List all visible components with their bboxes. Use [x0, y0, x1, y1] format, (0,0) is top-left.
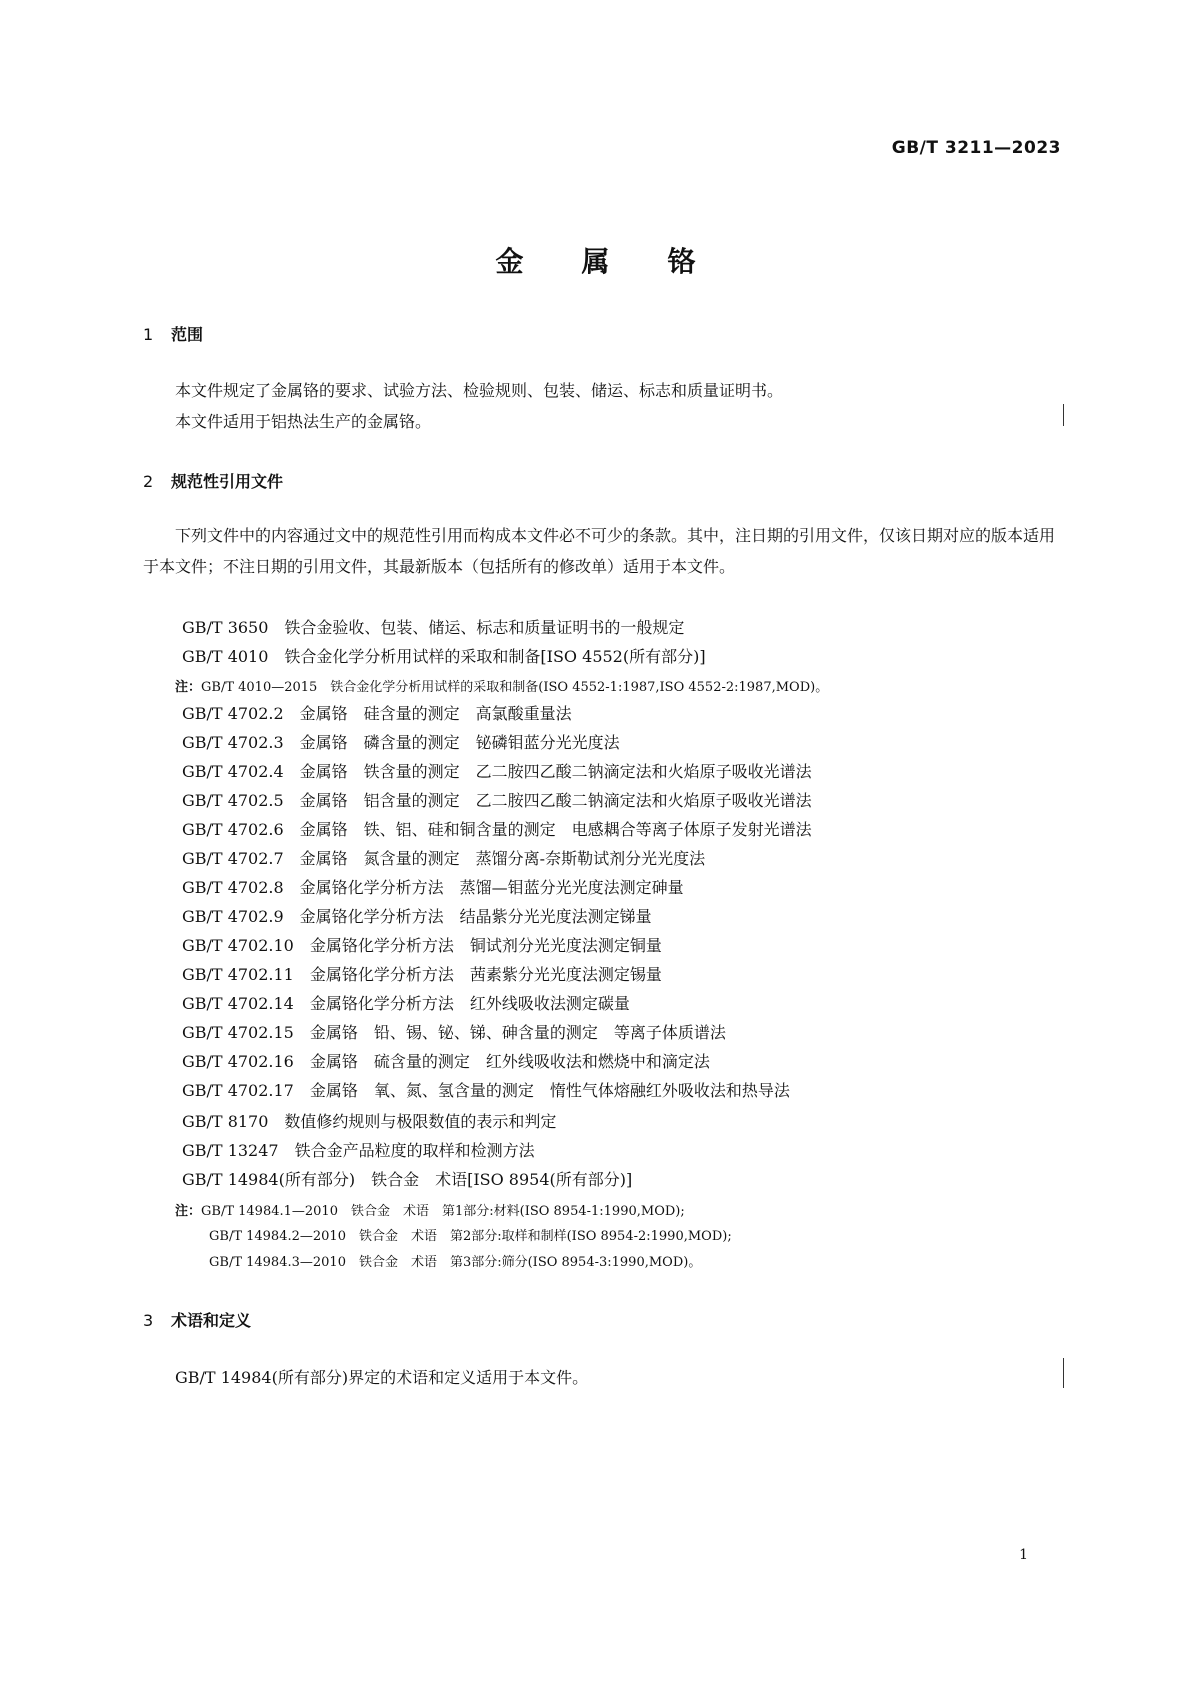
change-bar: [1063, 1358, 1064, 1388]
reference-code: GB/T 4702.8: [182, 878, 284, 897]
reference-code: GB/T 4702.2: [182, 704, 284, 723]
reference-item: [182, 701, 572, 724]
section-3-heading: [143, 1308, 251, 1331]
document-title: [0, 240, 1191, 280]
reference-code: GB/T 4702.9: [182, 907, 284, 926]
reference-code: GB/T 3650: [182, 618, 269, 637]
reference-item: [182, 759, 812, 782]
reference-title: 数值修约规则与极限数值的表示和判定: [284, 1112, 557, 1131]
section-1-paragraph: 本文件规定了金属铬的要求、试验方法、检验规则、包装、储运、标志和质量证明书。: [175, 381, 784, 400]
reference-code: GB/T 8170: [182, 1112, 269, 1131]
reference-item: [182, 962, 662, 985]
reference-code: GB/T 4702.7: [182, 849, 284, 868]
note-gbt14984: [175, 1200, 685, 1219]
reference-title: 铁合金 术语[ISO 8954(所有部分)]: [371, 1170, 633, 1189]
reference-item: [182, 644, 706, 667]
reference-item: [182, 1020, 726, 1043]
reference-title: 金属铬 铁、铝、硅和铜含量的测定 电感耦合等离子体原子发射光谱法: [299, 820, 812, 839]
reference-title: 金属铬化学分析方法 结晶紫分光光度法测定锑量: [299, 907, 652, 926]
reference-title: 金属铬化学分析方法 铜试剂分光光度法测定铜量: [309, 936, 662, 955]
reference-item: [182, 846, 705, 869]
note-label: 注：: [175, 680, 202, 695]
note-gbt14984-line: GB/T 14984.3—2010 铁合金 术语 第3部分:筛分(ISO 8954-3:1990,MOD)。: [209, 1255, 702, 1270]
reference-title: 铁合金化学分析用试样的采取和制备[ISO 4552(所有部分)]: [284, 647, 706, 666]
note-gbt4010: [175, 676, 828, 695]
reference-title: 金属铬 铅、锡、铋、锑、砷含量的测定 等离子体质谱法: [309, 1023, 726, 1042]
page-number: 1: [1019, 1547, 1028, 1563]
reference-item: [182, 933, 662, 956]
reference-code: GB/T 4702.16: [182, 1052, 294, 1071]
reference-title: 金属铬 氮含量的测定 蒸馏分离-奈斯勒试剂分光光度法: [299, 849, 706, 868]
reference-item: [182, 1078, 790, 1101]
section-number: 2: [143, 472, 154, 491]
reference-code: GB/T 13247: [182, 1141, 279, 1160]
reference-title: 金属铬化学分析方法 茜素紫分光光度法测定锡量: [309, 965, 662, 984]
reference-title: 金属铬化学分析方法 蒸馏—钼蓝分光光度法测定砷量: [299, 878, 684, 897]
reference-title: 金属铬 硅含量的测定 高氯酸重量法: [299, 704, 572, 723]
note-text: GB/T 4010—2015 铁合金化学分析用试样的采取和制备(ISO 4552-1:1987,ISO 4552-2:1987,MOD)。: [201, 680, 829, 695]
section-title: 范围: [171, 325, 204, 344]
document-title-text: 金属铬: [495, 245, 754, 278]
reference-item: [182, 1109, 556, 1132]
reference-code: GB/T 4010: [182, 647, 269, 666]
section-number: 3: [143, 1311, 154, 1330]
reference-code: GB/T 4702.3: [182, 733, 284, 752]
reference-code: GB/T 4702.5: [182, 791, 284, 810]
reference-item: [182, 730, 620, 753]
reference-item: [182, 817, 812, 840]
section-number: 1: [143, 325, 154, 344]
section-3-paragraph: GB/T 14984(所有部分)界定的术语和定义适用于本文件。: [175, 1368, 589, 1387]
section-title: 规范性引用文件: [171, 472, 284, 491]
reference-item: [182, 875, 684, 898]
reference-code: GB/T 14984(所有部分): [182, 1170, 356, 1189]
reference-code: GB/T 4702.4: [182, 762, 284, 781]
reference-item: [182, 1049, 710, 1072]
reference-title: 金属铬 铝含量的测定 乙二胺四乙酸二钠滴定法和火焰原子吸收光谱法: [299, 791, 812, 810]
reference-item: [182, 788, 812, 811]
note-gbt14984-line: GB/T 14984.2—2010 铁合金 术语 第2部分:取样和制样(ISO 8954-2:1990,MOD);: [209, 1229, 732, 1244]
reference-code: GB/T 4702.10: [182, 936, 294, 955]
reference-title: 铁合金验收、包装、储运、标志和质量证明书的一般规定: [284, 618, 685, 637]
reference-title: 金属铬化学分析方法 红外线吸收法测定碳量: [309, 994, 630, 1013]
reference-code: GB/T 4702.11: [182, 965, 294, 984]
section-1-heading: [143, 322, 203, 345]
standard-number: GB/T 3211—2023: [891, 138, 1061, 158]
reference-title: 金属铬 铁含量的测定 乙二胺四乙酸二钠滴定法和火焰原子吸收光谱法: [299, 762, 812, 781]
reference-title: 金属铬 氧、氮、氢含量的测定 惰性气体熔融红外吸收法和热导法: [309, 1081, 790, 1100]
note-text: GB/T 14984.1—2010 铁合金 术语 第1部分:材料(ISO 8954-1:1990,MOD);: [201, 1204, 685, 1219]
section-2-heading: [143, 469, 283, 492]
reference-code: GB/T 4702.17: [182, 1081, 294, 1100]
section-1-paragraph: 本文件适用于铝热法生产的金属铬。: [175, 412, 432, 431]
section-2-intro: 下列文件中的内容通过文中的规范性引用而构成本文件必不可少的条款。其中，注日期的引用文件，仅该日期对应的版本适用于本文件；不注日期的引用文件，其最新版本（包括所有的修改单）适用于本文件。: [143, 526, 1056, 576]
section-title: 术语和定义: [171, 1311, 252, 1330]
reference-item: [182, 615, 684, 638]
reference-item: [182, 991, 630, 1014]
reference-item: [182, 1138, 535, 1161]
reference-item: [182, 1167, 632, 1190]
reference-code: GB/T 4702.6: [182, 820, 284, 839]
reference-code: GB/T 4702.14: [182, 994, 294, 1013]
change-bar: [1063, 404, 1064, 426]
reference-code: GB/T 4702.15: [182, 1023, 294, 1042]
reference-title: 金属铬 磷含量的测定 铋磷钼蓝分光光度法: [299, 733, 620, 752]
reference-title: 金属铬 硫含量的测定 红外线吸收法和燃烧中和滴定法: [309, 1052, 710, 1071]
reference-item: [182, 904, 652, 927]
reference-title: 铁合金产品粒度的取样和检测方法: [294, 1141, 535, 1160]
note-label: 注：: [175, 1204, 202, 1219]
